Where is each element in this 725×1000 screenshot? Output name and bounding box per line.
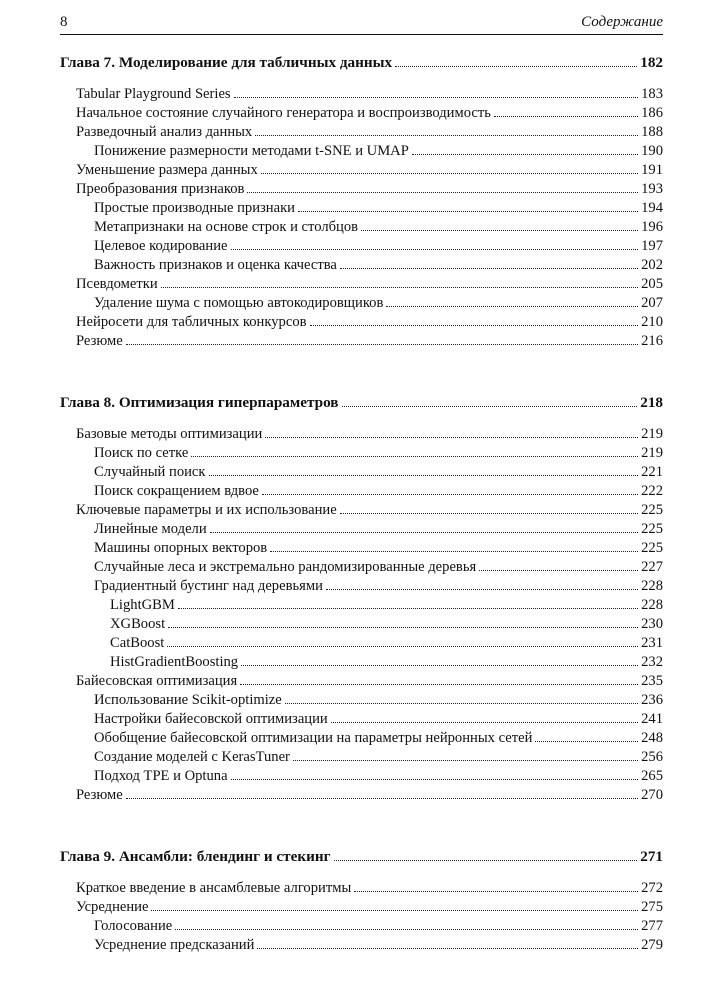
toc-entry-page: 228 — [641, 578, 663, 594]
dot-leader — [178, 597, 638, 609]
toc-entry-title: XGBoost — [110, 616, 166, 632]
toc-entry-page: 194 — [641, 200, 663, 216]
toc-entry-page: 277 — [641, 918, 663, 934]
toc-chapter-block — [60, 848, 663, 956]
toc-chapter-heading[interactable] — [60, 394, 663, 416]
table-of-contents — [60, 42, 663, 966]
dot-leader — [126, 787, 638, 799]
toc-entry-title: Начальное состояние случайного генератора и воспроизводимость — [76, 105, 491, 121]
toc-entry[interactable] — [60, 483, 663, 502]
toc-entry-page: 205 — [641, 276, 663, 292]
toc-entry-page: 270 — [641, 787, 663, 803]
toc-entry-title: Резюме — [76, 787, 123, 803]
dot-leader — [310, 314, 639, 326]
toc-entry[interactable] — [60, 314, 663, 333]
toc-entry[interactable] — [60, 162, 663, 181]
toc-chapter-block — [60, 54, 663, 352]
toc-entry-page: 256 — [641, 749, 663, 765]
toc-entry-page: 225 — [641, 540, 663, 556]
toc-entry[interactable] — [60, 445, 663, 464]
toc-entry-title: Поиск по сетке — [94, 445, 189, 461]
toc-entry[interactable] — [60, 124, 663, 143]
toc-entry-page: 275 — [641, 899, 663, 915]
dot-leader — [247, 181, 638, 193]
toc-entry-title: Байесовская оптимизация — [76, 673, 238, 689]
toc-entry-page: 191 — [641, 162, 663, 178]
toc-entry-title: Голосование — [94, 918, 173, 934]
dot-leader — [340, 502, 638, 514]
toc-entry-page: 202 — [641, 257, 663, 273]
toc-entry-title: Псевдометки — [76, 276, 158, 292]
toc-entry-page: 248 — [641, 730, 663, 746]
toc-entry-title: Краткое введение в ансамблевые алгоритмы — [76, 880, 352, 896]
toc-entry-page: 207 — [641, 295, 663, 311]
toc-entry[interactable] — [60, 257, 663, 276]
toc-entry[interactable] — [60, 768, 663, 787]
toc-entry-title: Глава 9. Ансамбли: блендинг и стекинг — [60, 848, 331, 865]
toc-entry[interactable] — [60, 899, 663, 918]
toc-chapter-heading[interactable] — [60, 54, 663, 76]
toc-entry[interactable] — [60, 426, 663, 445]
toc-entry[interactable] — [60, 673, 663, 692]
dot-leader — [326, 578, 638, 590]
dot-leader — [342, 395, 638, 407]
toc-entry-page: 183 — [641, 86, 663, 102]
toc-entry-title: Линейные модели — [94, 521, 207, 537]
toc-entry[interactable] — [60, 105, 663, 124]
toc-entry[interactable] — [60, 200, 663, 219]
dot-leader — [167, 635, 638, 647]
dot-leader — [175, 918, 638, 930]
toc-entry-page: 232 — [641, 654, 663, 670]
toc-entry[interactable] — [60, 333, 663, 352]
toc-entry-page: 228 — [641, 597, 663, 613]
dot-leader — [293, 749, 638, 761]
toc-entry-title: Усреднение предсказаний — [94, 937, 255, 953]
toc-entry[interactable] — [60, 749, 663, 768]
dot-leader — [191, 445, 638, 457]
toc-entry[interactable] — [60, 635, 663, 654]
toc-entry-page: 188 — [641, 124, 663, 140]
toc-entry-title: Уменьшение размера данных — [76, 162, 258, 178]
toc-entry[interactable] — [60, 616, 663, 635]
toc-entry[interactable] — [60, 502, 663, 521]
toc-entry-title: Глава 8. Оптимизация гиперпараметров — [60, 394, 339, 411]
toc-entry-title: Понижение размерности методами t-SNE и UMAP — [94, 143, 409, 159]
toc-entry-page: 230 — [641, 616, 663, 632]
toc-entry[interactable] — [60, 937, 663, 956]
toc-entry[interactable] — [60, 143, 663, 162]
toc-entry-title: Использование Scikit-optimize — [94, 692, 282, 708]
toc-entry-title: Создание моделей с KerasTuner — [94, 749, 290, 765]
running-header — [60, 12, 663, 35]
toc-entry-page: 272 — [641, 880, 663, 896]
dot-leader — [354, 880, 638, 892]
dot-leader — [535, 730, 638, 742]
toc-chapter-block — [60, 394, 663, 806]
toc-entry-title: Случайные леса и экстремально рандомизированные деревья — [94, 559, 477, 575]
toc-entry-title: Резюме — [76, 333, 123, 349]
toc-entry[interactable] — [60, 464, 663, 483]
toc-entry[interactable] — [60, 219, 663, 238]
toc-entry[interactable] — [60, 276, 663, 295]
toc-entry-title: Преобразования признаков — [76, 181, 245, 197]
dot-leader — [257, 937, 638, 949]
toc-entry-page: 221 — [641, 464, 663, 480]
toc-entry-title: Машины опорных векторов — [94, 540, 268, 556]
toc-entry-title: LightGBM — [110, 597, 175, 613]
dot-leader — [151, 899, 638, 911]
toc-entry-title: Случайный поиск — [94, 464, 206, 480]
toc-entry-page: 186 — [641, 105, 663, 121]
dot-leader — [479, 559, 638, 571]
dot-leader — [231, 238, 639, 250]
dot-leader — [340, 257, 638, 269]
toc-entry-title: CatBoost — [110, 635, 165, 651]
dot-leader — [395, 55, 637, 67]
toc-entry-title: Обобщение байесовской оптимизации на параметры нейронных сетей — [94, 730, 533, 746]
toc-entry[interactable] — [60, 540, 663, 559]
toc-entry-title: Подход TPE и Optuna — [94, 768, 228, 784]
toc-entry-page: 182 — [640, 54, 663, 71]
toc-entry[interactable] — [60, 654, 663, 673]
toc-entry-page: 210 — [641, 314, 663, 330]
dot-leader — [270, 540, 638, 552]
page-number: 8 — [60, 14, 68, 30]
toc-entry-title: Ключевые параметры и их использование — [76, 502, 337, 518]
dot-leader — [161, 276, 638, 288]
dot-leader — [234, 86, 639, 98]
dot-leader — [240, 673, 638, 685]
toc-entry-title: Базовые методы оптимизации — [76, 426, 263, 442]
toc-entry[interactable] — [60, 692, 663, 711]
toc-entry-page: 193 — [641, 181, 663, 197]
toc-entry[interactable] — [60, 521, 663, 540]
toc-entry[interactable] — [60, 880, 663, 899]
toc-entry-page: 231 — [641, 635, 663, 651]
toc-entry-title: Разведочный анализ данных — [76, 124, 253, 140]
toc-entry-page: 219 — [641, 426, 663, 442]
toc-entry[interactable] — [60, 730, 663, 749]
toc-entry-title: Поиск сокращением вдвое — [94, 483, 259, 499]
toc-entry-page: 222 — [641, 483, 663, 499]
toc-entry-title: Глава 7. Моделирование для табличных данных — [60, 54, 393, 71]
toc-entry-page: 190 — [641, 143, 663, 159]
toc-entry-title: Целевое кодирование — [94, 238, 228, 254]
toc-entry-page: 236 — [641, 692, 663, 708]
chapter-spacer — [60, 816, 663, 836]
chapter-spacer — [60, 362, 663, 382]
dot-leader — [331, 711, 638, 723]
toc-entry[interactable] — [60, 559, 663, 578]
toc-entry[interactable] — [60, 711, 663, 730]
toc-entry-page: 216 — [641, 333, 663, 349]
dot-leader — [494, 105, 638, 117]
toc-chapter-heading[interactable] — [60, 848, 663, 870]
toc-entry-title: Простые производные признаки — [94, 200, 295, 216]
toc-entry-title: Tabular Playground Series — [76, 86, 231, 102]
toc-entry[interactable] — [60, 181, 663, 200]
toc-entry-page: 218 — [640, 394, 663, 411]
dot-leader — [241, 654, 638, 666]
toc-entry-title: Нейросети для табличных конкурсов — [76, 314, 307, 330]
toc-entry-page: 235 — [641, 673, 663, 689]
toc-entry-title: Важность признаков и оценка качества — [94, 257, 337, 273]
dot-leader — [334, 849, 638, 861]
toc-entry-page: 241 — [641, 711, 663, 727]
dot-leader — [231, 768, 639, 780]
dot-leader — [168, 616, 638, 628]
dot-leader — [210, 521, 638, 533]
toc-entry-page: 196 — [641, 219, 663, 235]
toc-entry-title: Удаление шума с помощью автокодировщиков — [94, 295, 384, 311]
dot-leader — [209, 464, 639, 476]
dot-leader — [126, 333, 638, 345]
toc-entry[interactable] — [60, 918, 663, 937]
toc-entry[interactable] — [60, 238, 663, 257]
toc-entry[interactable] — [60, 295, 663, 314]
section-title: Содержание — [581, 14, 663, 30]
toc-entry-page: 227 — [641, 559, 663, 575]
toc-entry-title: Метапризнаки на основе строк и столбцов — [94, 219, 359, 235]
toc-entry-title: Настройки байесовской оптимизации — [94, 711, 328, 727]
toc-entry[interactable] — [60, 787, 663, 806]
toc-entry[interactable] — [60, 86, 663, 105]
dot-leader — [298, 200, 638, 212]
dot-leader — [285, 692, 638, 704]
toc-entry-title: Усреднение — [76, 899, 149, 915]
dot-leader — [262, 483, 638, 495]
toc-entry-page: 271 — [640, 848, 663, 865]
dot-leader — [386, 295, 638, 307]
toc-entry[interactable] — [60, 597, 663, 616]
dot-leader — [261, 162, 638, 174]
dot-leader — [361, 219, 638, 231]
toc-entry-title: Градиентный бустинг над деревьями — [94, 578, 323, 594]
dot-leader — [255, 124, 638, 136]
dot-leader — [265, 426, 638, 438]
toc-entry-page: 197 — [641, 238, 663, 254]
dot-leader — [412, 143, 638, 155]
toc-entry[interactable] — [60, 578, 663, 597]
toc-entry-page: 219 — [641, 445, 663, 461]
toc-entry-page: 279 — [641, 937, 663, 953]
toc-entry-page: 225 — [641, 502, 663, 518]
toc-entry-page: 225 — [641, 521, 663, 537]
toc-entry-page: 265 — [641, 768, 663, 784]
toc-entry-title: HistGradientBoosting — [110, 654, 239, 670]
